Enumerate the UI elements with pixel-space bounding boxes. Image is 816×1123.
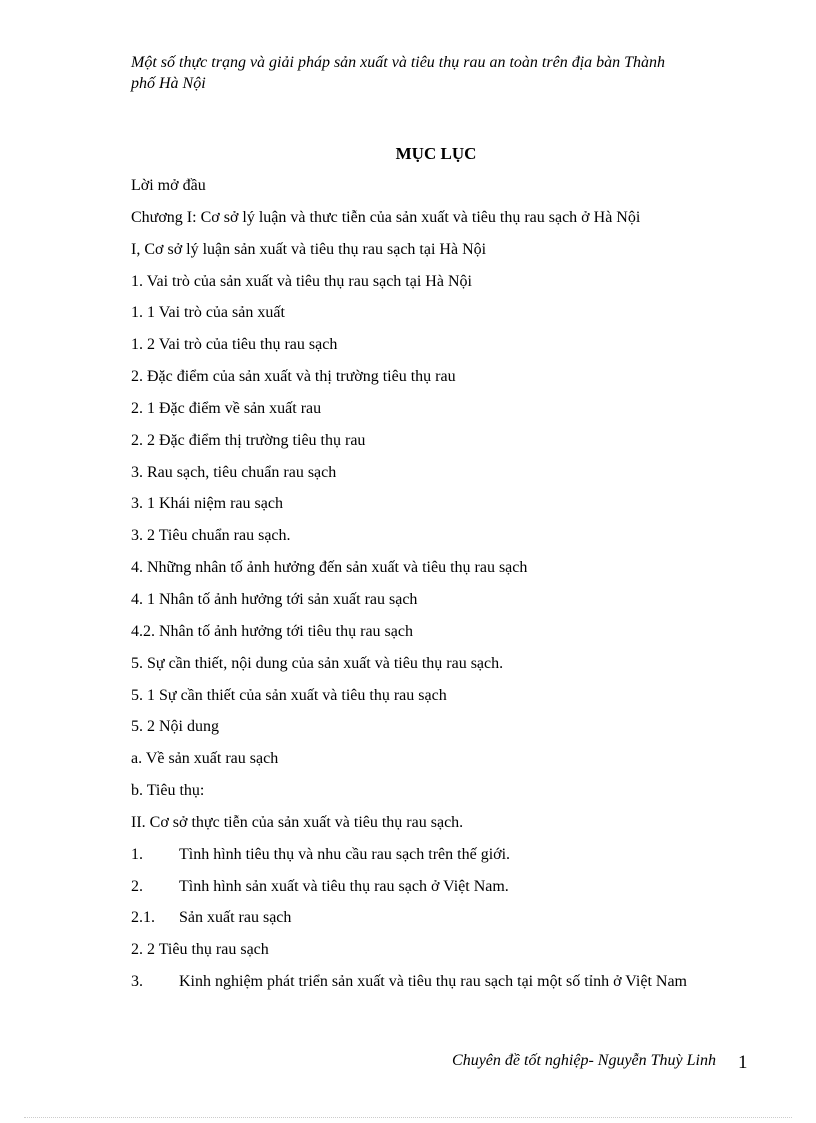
toc-entry <box>131 272 771 304</box>
header-line-1: Một số thực trạng và giải pháp sản xuất và tiêu thụ rau an toàn trên địa bàn Thành <box>131 54 666 71</box>
toc-entry <box>131 367 771 399</box>
header-line-2: phố Hà Nội <box>131 75 206 92</box>
toc-entry <box>131 399 771 431</box>
toc-entry <box>131 972 771 1004</box>
toc-entry-number: 2. <box>131 877 143 895</box>
toc-entry-text: Tình hình tiêu thụ và nhu cầu rau sạch trên thế giới. <box>179 845 511 863</box>
toc-entry-text: 2. Đặc điểm của sản xuất và thị trường tiêu thụ rau <box>131 368 456 386</box>
toc-entry-text: 1. 1 Vai trò của sản xuất <box>131 304 285 322</box>
footer-author: Chuyên đề tốt nghiệp- Nguyễn Thuỳ Linh <box>452 1052 716 1069</box>
toc-entry-text: Lời mở đầu <box>131 177 206 194</box>
toc-entry <box>131 176 771 208</box>
toc-entry-text: Chương I: Cơ sở lý luận và thưc tiễn của sản xuất và tiêu thụ rau sạch ở Hà Nội <box>131 208 641 226</box>
toc-entry-text: 4. 1 Nhân tố ảnh hưởng tới sản xuất rau sạch <box>131 590 418 608</box>
toc-entry <box>131 749 771 781</box>
toc-entry <box>131 717 771 749</box>
toc-entry <box>131 558 771 590</box>
toc-entry-text: 3. 1 Khái niệm rau sạch <box>131 495 283 513</box>
toc-entry-text: 3. 2 Tiêu chuẩn rau sạch. <box>131 527 291 545</box>
toc-entry <box>131 781 771 813</box>
toc-entry-text: a. Về sản xuất rau sạch <box>131 750 279 768</box>
toc-entry <box>131 590 771 622</box>
toc-entry <box>131 813 771 845</box>
toc-entry-text: 2. 1 Đặc điểm về sản xuất rau <box>131 399 322 417</box>
table-of-contents <box>131 176 771 1004</box>
toc-entry <box>131 240 771 272</box>
toc-entry-text: 3. Rau sạch, tiêu chuẩn rau sạch <box>131 463 337 481</box>
page-bottom-rule <box>24 1117 792 1118</box>
toc-entry <box>131 877 771 909</box>
running-header <box>131 52 731 94</box>
toc-entry-text: 2. 2 Tiêu thụ rau sạch <box>131 941 269 959</box>
toc-entry <box>131 335 771 367</box>
toc-entry-text: b. Tiêu thụ: <box>131 782 205 800</box>
toc-entry <box>131 431 771 463</box>
toc-entry-text: 2. 2 Đặc điểm thị trường tiêu thụ rau <box>131 431 366 449</box>
toc-entry-text: II. Cơ sở thực tiễn của sản xuất và tiêu thụ rau sạch. <box>131 813 464 831</box>
toc-entry-number: 2.1. <box>131 909 155 927</box>
page-number: 1 <box>738 1052 748 1073</box>
toc-entry <box>131 686 771 718</box>
toc-entry <box>131 208 771 240</box>
toc-entry <box>131 622 771 654</box>
toc-entry <box>131 845 771 877</box>
toc-entry-text: Sản xuất rau sạch <box>179 909 292 927</box>
toc-entry-text: Kinh nghiệm phát triển sản xuất và tiêu thụ rau sạch tại một số tỉnh ở Việt Nam <box>179 973 687 991</box>
toc-entry-text: 4.2. Nhân tố ảnh hưởng tới tiêu thụ rau sạch <box>131 622 413 640</box>
toc-entry-number: 1. <box>131 845 143 863</box>
toc-entry <box>131 303 771 335</box>
toc-entry <box>131 908 771 940</box>
toc-entry <box>131 463 771 495</box>
toc-entry-text: 1. Vai trò của sản xuất và tiêu thụ rau sạch tại Hà Nội <box>131 272 472 290</box>
toc-entry-text: 5. Sự cần thiết, nội dung của sản xuất và tiêu thụ rau sạch. <box>131 654 504 672</box>
toc-entry <box>131 654 771 686</box>
toc-entry-text: 5. 1 Sự cần thiết của sản xuất và tiêu thụ rau sạch <box>131 686 447 704</box>
toc-entry <box>131 526 771 558</box>
page-title: MỤC LỤC <box>395 144 477 163</box>
toc-entry-text: 4. Những nhân tố ảnh hưởng đến sản xuất và tiêu thụ rau sạch <box>131 559 528 577</box>
toc-entry-text: 5. 2 Nội dung <box>131 718 219 736</box>
toc-entry <box>131 940 771 972</box>
toc-entry-number: 3. <box>131 973 143 991</box>
toc-entry <box>131 494 771 526</box>
toc-entry-text: I, Cơ sở lý luận sản xuất và tiêu thụ rau sạch tại Hà Nội <box>131 240 487 258</box>
toc-entry-text: Tình hình sản xuất và tiêu thụ rau sạch ở Việt Nam. <box>179 877 509 895</box>
toc-entry-text: 1. 2 Vai trò của tiêu thụ rau sạch <box>131 336 338 354</box>
